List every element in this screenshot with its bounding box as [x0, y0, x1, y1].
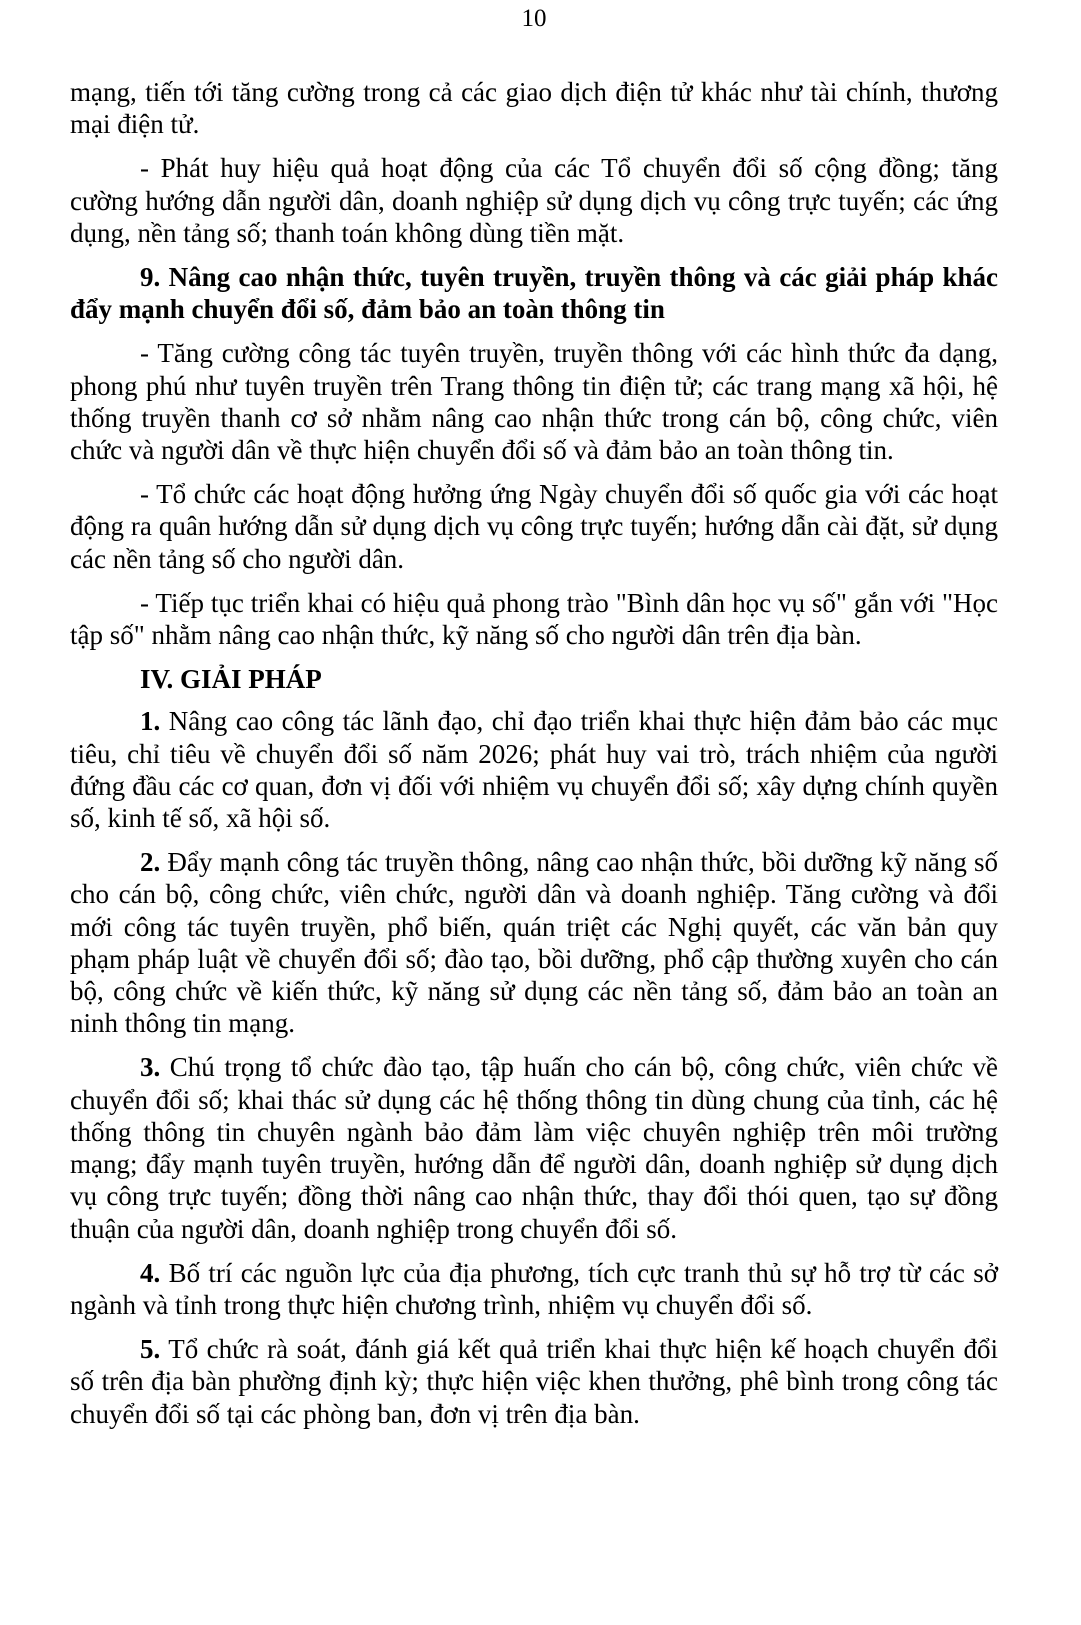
solution-number: 3. — [140, 1052, 161, 1083]
solution-number: 4. — [140, 1257, 161, 1288]
section-heading-9: 9. Nâng cao nhận thức, tuyên truyền, truyền thông và các giải pháp khác đẩy mạnh chuyển đổi số, đảm bảo an toàn thông tin — [70, 262, 998, 325]
solution-text: Đẩy mạnh công tác truyền thông, nâng cao nhận thức, bồi dưỡng kỹ năng số cho cán bộ, công chức, viên chức, người dân và doanh nghiệp. Tăng cường và đổi mới công tác tuyên truyền, phổ biến, quán triệt các Nghị quyết, các văn bản quy phạm pháp luật về chuyển đổi số; đào tạo, bồi dưỡng, phổ cập thường xuyên cho cán bộ, công chức về kiến thức, kỹ năng sử dụng các nền tảng số, đảm bảo an toàn an ninh thông tin mạng. — [70, 847, 998, 1039]
solution-number: 1. — [140, 706, 161, 737]
solution-item-3 — [70, 1051, 998, 1244]
paragraph-propaganda: - Tăng cường công tác tuyên truyền, truyền thông với các hình thức đa dạng, phong phú như tuyên truyền trên Trang thông tin điện tử; các trang mạng xã hội, hệ thống truyền thanh cơ sở nhằm nâng cao nhận thức trong cán bộ, công chức, viên chức và người dân về thực hiện chuyển đổi số và đảm bảo an toàn thông tin. — [70, 338, 998, 466]
solution-number: 5. — [140, 1334, 161, 1365]
solution-item-5 — [70, 1333, 998, 1430]
paragraph-continuation: mạng, tiến tới tăng cường trong cả các giao dịch điện tử khác như tài chính, thương mại điện tử. — [70, 77, 998, 140]
solution-item-1 — [70, 705, 998, 834]
solution-text: Tổ chức rà soát, đánh giá kết quả triển khai thực hiện kế hoạch chuyển đổi số trên địa bàn phường định kỳ; thực hiện việc khen thưởng, phê bình trong công tác chuyển đổi số tại các phòng ban, đơn vị trên địa bàn. — [70, 1334, 998, 1429]
solution-text: Nâng cao công tác lãnh đạo, chỉ đạo triển khai thực hiện đảm bảo các mục tiêu, chỉ tiêu về chuyển đổi số năm 2026; phát huy vai trò, trách nhiệm của người đứng đầu các cơ quan, đơn vị đối với nhiệm vụ chuyển đổi số; xây dựng chính quyền số, kinh tế số, xã hội số. — [70, 706, 998, 834]
section-heading-iv: IV. GIẢI PHÁP — [140, 664, 322, 695]
paragraph-digital-literacy: - Tiếp tục triển khai có hiệu quả phong trào "Bình dân học vụ số" gắn với "Học tập số" nhằm nâng cao nhận thức, kỹ năng số cho người dân trên địa bàn. — [70, 587, 998, 651]
solution-text: Chú trọng tổ chức đào tạo, tập huấn cho cán bộ, công chức, viên chức về chuyển đổi số; khai thác sử dụng các hệ thống thông tin dùng chung của tỉnh, các hệ thống thông tin chuyên ngành bảo đảm làm việc chuyên nghiệp trên môi trường mạng; đẩy mạnh tuyên truyền, hướng dẫn để người dân, doanh nghiệp sử dụng dịch vụ công trực tuyến; đồng thời nâng cao nhận thức, thay đổi thói quen, tạo sự đồng thuận của người dân, doanh nghiệp trong chuyển đổi số. — [70, 1052, 998, 1244]
solution-item-2 — [70, 846, 998, 1039]
page-number: 10 — [521, 5, 547, 32]
paragraph-digital-day: - Tổ chức các hoạt động hưởng ứng Ngày chuyển đổi số quốc gia với các hoạt động ra quân hướng dẫn sử dụng dịch vụ công trực tuyến; hướng dẫn cài đặt, sử dụng các nền tảng số cho người dân. — [70, 479, 998, 574]
solution-number: 2. — [140, 847, 161, 878]
paragraph-community-teams: - Phát huy hiệu quả hoạt động của các Tổ chuyển đổi số cộng đồng; tăng cường hướng dẫn người dân, doanh nghiệp sử dụng dịch vụ công trực tuyến; các ứng dụng, nền tảng số; thanh toán không dùng tiền mặt. — [70, 153, 998, 248]
solution-text: Bố trí các nguồn lực của địa phương, tích cực tranh thủ sự hỗ trợ từ các sở ngành và tỉnh trong thực hiện chương trình, nhiệm vụ chuyển đổi số. — [70, 1257, 998, 1320]
solution-item-4 — [70, 1257, 998, 1321]
